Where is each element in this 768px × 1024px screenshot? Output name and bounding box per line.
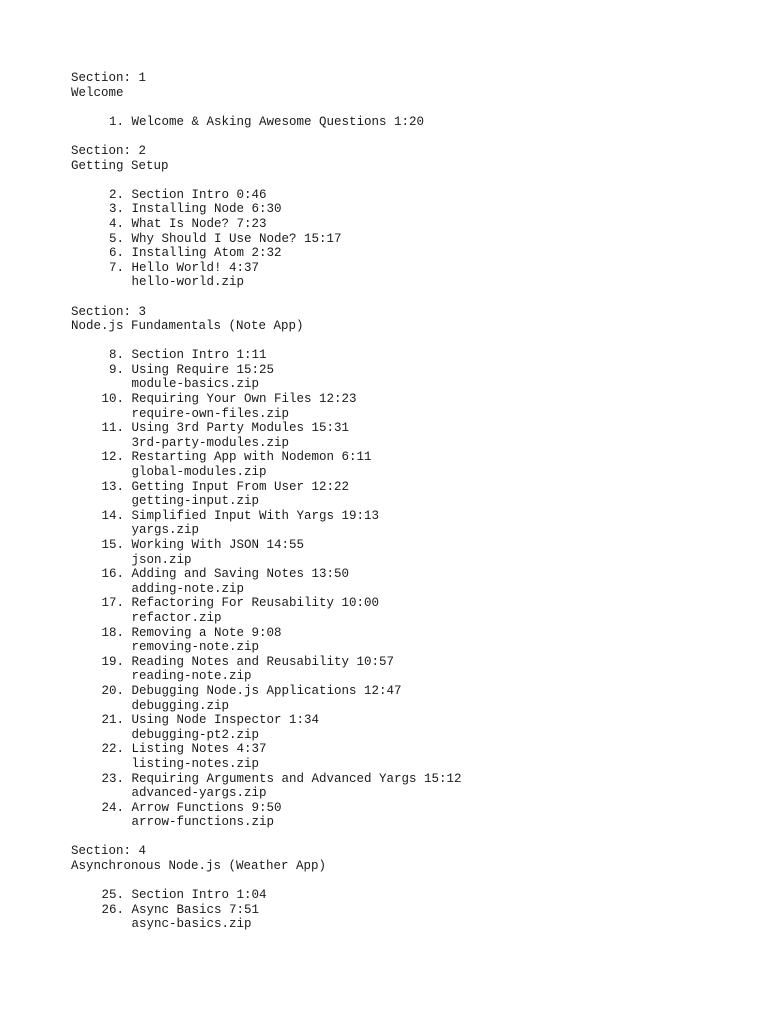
lesson-item (71, 421, 751, 436)
lesson-title: Requiring Arguments and Advanced Yargs 15:12 (131, 771, 462, 786)
lesson-number: 7. (108, 260, 124, 275)
section-block (71, 71, 751, 144)
lesson-attachment-link[interactable]: async-basics.zip (131, 917, 252, 932)
lesson-number: 6. (108, 246, 124, 261)
lesson-title: Simplified Input With Yargs 19:13 (131, 508, 380, 523)
section-label: Section: 4 (71, 844, 147, 859)
lesson-title: Refactoring For Reusability 10:00 (131, 596, 380, 611)
lesson-number: 14. (101, 508, 124, 523)
lesson-number: 4. (108, 216, 124, 231)
section-title: Asynchronous Node.js (Weather App) (71, 859, 327, 874)
lesson-attachment-link[interactable]: adding-note.zip (131, 581, 245, 596)
lesson-title: Using Require 15:25 (131, 362, 275, 377)
lesson-title: Async Basics 7:51 (131, 902, 260, 917)
lesson-title: Using 3rd Party Modules 15:31 (131, 421, 350, 436)
lesson-title: Hello World! 4:37 (131, 260, 260, 275)
lesson-title: Working With JSON 14:55 (131, 538, 305, 552)
lesson-item (71, 903, 751, 918)
lesson-item (71, 202, 751, 217)
lesson-number: 16. (101, 567, 124, 582)
section-label: Section: 1 (71, 71, 147, 85)
spacer (71, 290, 751, 305)
lesson-number: 23. (101, 771, 124, 786)
lesson-attachment-link[interactable]: reading-note.zip (131, 669, 252, 684)
lesson-number: 1. (108, 114, 124, 129)
lesson-number: 19. (101, 654, 124, 669)
section-label: Section: 3 (71, 304, 147, 319)
lesson-item (71, 115, 751, 130)
lesson-title: Arrow Functions 9:50 (131, 800, 282, 815)
lesson-number: 25. (101, 888, 124, 903)
lesson-item (71, 567, 751, 582)
lesson-number: 9. (108, 362, 124, 377)
lesson-attachment-link[interactable]: yargs.zip (131, 523, 200, 538)
lesson-item (71, 217, 751, 232)
lesson-number: 24. (101, 800, 124, 815)
lesson-item (71, 232, 751, 247)
lesson-title: Adding and Saving Notes 13:50 (131, 567, 350, 582)
lesson-attachment-link[interactable]: advanced-yargs.zip (131, 786, 267, 801)
lesson-title: Section Intro 0:46 (131, 187, 267, 202)
lesson-title: Welcome & Asking Awesome Questions 1:20 (131, 114, 425, 129)
section-block (71, 844, 751, 932)
lesson-title: Debugging Node.js Applications 12:47 (131, 683, 402, 698)
lesson-item (71, 742, 751, 757)
spacer (71, 129, 751, 144)
lesson-number: 21. (101, 713, 124, 728)
lesson-attachment-link[interactable]: require-own-files.zip (131, 406, 290, 421)
lesson-attachment-link[interactable]: module-basics.zip (131, 377, 260, 392)
lesson-item (71, 684, 751, 699)
lesson-attachment-link[interactable]: refactor.zip (131, 610, 222, 625)
lesson-item (71, 713, 751, 728)
lesson-title: Why Should I Use Node? 15:17 (131, 231, 342, 246)
lesson-attachment-link[interactable]: listing-notes.zip (131, 756, 260, 771)
lesson-item (71, 538, 751, 553)
section-label: Section: 2 (71, 143, 147, 158)
lesson-number: 5. (108, 231, 124, 246)
lesson-attachment-link[interactable]: json.zip (131, 552, 192, 567)
lesson-item (71, 888, 751, 903)
section-title: Node.js Fundamentals (Note App) (71, 319, 304, 334)
lesson-list (71, 188, 751, 290)
lesson-title: Section Intro 1:11 (131, 348, 267, 363)
lesson-attachment-link[interactable]: debugging-pt2.zip (131, 727, 260, 742)
lesson-title: Section Intro 1:04 (131, 888, 267, 903)
lesson-number: 12. (101, 450, 124, 465)
section-block (71, 305, 751, 845)
spacer (71, 874, 751, 889)
lesson-title: Reading Notes and Reusability 10:57 (131, 654, 395, 669)
lesson-item (71, 801, 751, 816)
lesson-item (71, 246, 751, 261)
lesson-list (71, 348, 751, 830)
lesson-attachment-link[interactable]: global-modules.zip (131, 465, 267, 480)
lesson-title: Listing Notes 4:37 (131, 742, 267, 757)
lesson-attachment-link[interactable]: getting-input.zip (131, 494, 260, 509)
lesson-number: 18. (101, 625, 124, 640)
lesson-number: 15. (101, 538, 124, 552)
lesson-number: 8. (108, 348, 124, 363)
lesson-list (71, 888, 751, 932)
lesson-title: Requiring Your Own Files 12:23 (131, 392, 357, 407)
lesson-title: Removing a Note 9:08 (131, 625, 282, 640)
lesson-attachment-link[interactable]: removing-note.zip (131, 640, 260, 655)
lesson-title: What Is Node? 7:23 (131, 216, 267, 231)
lesson-item (71, 772, 751, 787)
lesson-title: Getting Input From User 12:22 (131, 479, 350, 494)
lesson-number: 26. (101, 902, 124, 917)
lesson-title: Restarting App with Nodemon 6:11 (131, 450, 372, 465)
lesson-title: Installing Node 6:30 (131, 202, 282, 217)
lesson-attachment-link[interactable]: 3rd-party-modules.zip (131, 435, 290, 450)
spacer (71, 830, 751, 845)
lesson-item (71, 626, 751, 641)
lesson-title: Using Node Inspector 1:34 (131, 713, 320, 728)
lesson-item (71, 348, 751, 363)
lesson-item (71, 480, 751, 495)
lesson-item (71, 450, 751, 465)
lesson-number: 17. (101, 596, 124, 611)
lesson-item (71, 363, 751, 378)
lesson-list (71, 115, 751, 130)
lesson-number: 11. (101, 421, 124, 436)
spacer (71, 334, 751, 349)
lesson-attachment-link[interactable]: arrow-functions.zip (131, 815, 275, 830)
lesson-item (71, 509, 751, 524)
lesson-number: 22. (101, 742, 124, 757)
lesson-item (71, 596, 751, 611)
course-outline (71, 71, 751, 932)
section-title: Getting Setup (71, 158, 169, 173)
lesson-title: Installing Atom 2:32 (131, 246, 282, 261)
lesson-number: 10. (101, 392, 124, 407)
lesson-number: 3. (108, 202, 124, 217)
spacer (71, 173, 751, 188)
section-title: Welcome (71, 85, 124, 100)
lesson-attachment-link[interactable]: debugging.zip (131, 698, 230, 713)
lesson-item (71, 188, 751, 203)
lesson-item (71, 392, 751, 407)
lesson-number: 13. (101, 479, 124, 494)
section-block (71, 144, 751, 305)
lesson-number: 2. (108, 187, 124, 202)
lesson-item (71, 261, 751, 276)
lesson-attachment-link[interactable]: hello-world.zip (131, 275, 245, 290)
spacer (71, 100, 751, 115)
lesson-number: 20. (101, 683, 124, 698)
lesson-item (71, 655, 751, 670)
